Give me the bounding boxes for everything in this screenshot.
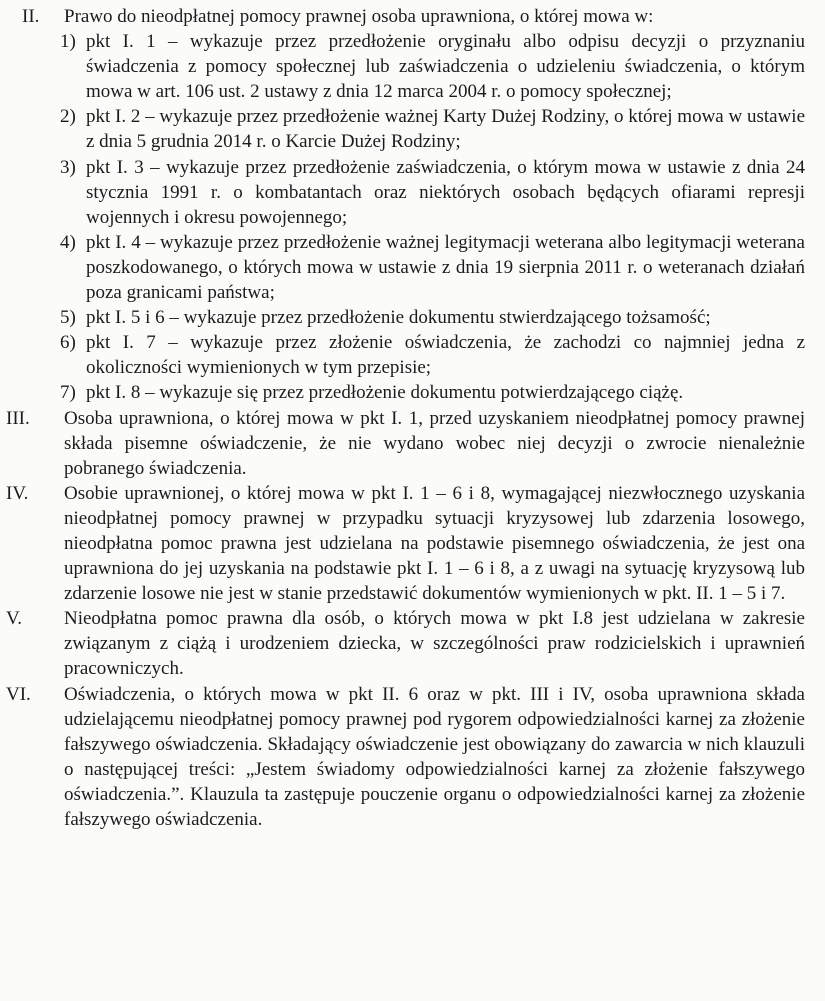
item-number: 2) xyxy=(60,106,76,128)
section-text: Osoba uprawniona, o której mowa w pkt I. 1, przed uzyskaniem nieodpłatnej pomocy prawnej składa pisemne oświadczenie, że nie wydano wobec niej decyzji o zwrocie nienależnie pobranego świadczenia. xyxy=(64,407,805,479)
section-text: Osobie uprawnionej, o której mowa w pkt I. 1 – 6 i 8, wymagającej niezwłocznego uzyskania nieodpłatnej pomocy prawnej w przypadku sytuacji kryzysowej lub zdarzenia losowego, nieodpłatna pomoc prawna jest udzielana na podstawie pisemnego oświadczenia, że jest ona uprawniona do jej uzyskania na podstawie pkt I. 1 – 6 i 8, a z uwagi na sytuację kryzysową lub zdarzenie losowe nie jest w stanie przedstawić dokumentów wymienionych w pkt. II. 1 – 5 i 7. xyxy=(64,482,805,605)
section-number: VI. xyxy=(6,683,31,705)
list-item xyxy=(0,104,825,154)
item-text: pkt I. 4 – wykazuje przez przedłożenie ważnej legitymacji weterana albo legitymacji weterana poszkodowanego, o których mowa w ustawie z dnia 19 sierpnia 2011 r. o weteranach działań poza granicami państwa; xyxy=(86,231,805,304)
section-v xyxy=(0,606,825,681)
section-number: III. xyxy=(6,407,30,429)
list-item xyxy=(0,380,825,405)
section-ii xyxy=(0,4,825,29)
item-number: 6) xyxy=(60,332,76,354)
item-text: pkt I. 7 – wykazuje przez złożenie oświadczenia, że zachodzi co najmniej jedna z okoliczności wymienionych w tym przepisie; xyxy=(86,332,805,379)
item-number: 1) xyxy=(60,31,76,53)
item-number: 3) xyxy=(60,156,76,178)
section-intro: Prawo do nieodpłatnej pomocy prawnej osoba uprawniona, o której mowa w: xyxy=(64,6,654,27)
section-text: Nieodpłatna pomoc prawna dla osób, o których mowa w pkt I.8 jest udzielana w zakresie związanym z ciążą i urodzeniem dziecka, w szczególności praw rodzicielskich i uprawnień pracowniczych. xyxy=(64,608,805,680)
section-iv xyxy=(0,481,825,606)
item-number: 4) xyxy=(60,231,76,253)
document-page xyxy=(0,4,825,832)
section-iii xyxy=(0,406,825,481)
list-item xyxy=(0,305,825,330)
section-text: Oświadczenia, o których mowa w pkt II. 6 oraz w pkt. III i IV, osoba uprawniona składa udzielającemu nieodpłatnej pomocy prawnej pod rygorem odpowiedzialności karnej za złożenie fałszywego oświadczenia. Składający oświadczenie jest obowiązany do zawarcia w nich klauzuli o następującej treści: „Jestem świadomy odpowiedzialności karnej za złożenie fałszywego oświadczenia.”. Klauzula ta zastępuje pouczenie organu o odpowiedzialności karnej za złożenie fałszywego oświadczenia. xyxy=(64,683,805,830)
item-text: pkt I. 8 – wykazuje się przez przedłożenie dokumentu potwierdzającego ciążę. xyxy=(86,382,684,404)
item-number: 5) xyxy=(60,307,76,329)
list-item xyxy=(0,155,825,230)
list-item xyxy=(0,29,825,104)
section-number: IV. xyxy=(6,482,29,504)
section-vi xyxy=(0,682,825,833)
list-item xyxy=(0,330,825,380)
list-item xyxy=(0,230,825,305)
section-number: V. xyxy=(6,608,23,630)
section-number: II. xyxy=(22,6,40,27)
item-text: pkt I. 1 – wykazuje przez przedłożenie oryginału albo odpisu decyzji o przyznaniu świadczenia z pomocy społecznej lub zaświadczenia o udzieleniu świadczenia, o którym mowa w art. 106 ust. 2 ustawy z dnia 12 marca 2004 r. o pomocy społecznej; xyxy=(86,31,805,103)
item-text: pkt I. 5 i 6 – wykazuje przez przedłożenie dokumentu stwierdzającego tożsamość; xyxy=(86,307,711,329)
item-text: pkt I. 2 – wykazuje przez przedłożenie ważnej Karty Dużej Rodziny, o której mowa w ustawie z dnia 5 grudnia 2014 r. o Karcie Dużej Rodziny; xyxy=(86,106,805,153)
item-number: 7) xyxy=(60,382,76,404)
item-text: pkt I. 3 – wykazuje przez przedłożenie zaświadczenia, o którym mowa w ustawie z dnia 24 stycznia 1991 r. o kombatantach oraz niektórych osobach będących ofiarami represji wojennych i okresu powojennego; xyxy=(86,156,805,228)
